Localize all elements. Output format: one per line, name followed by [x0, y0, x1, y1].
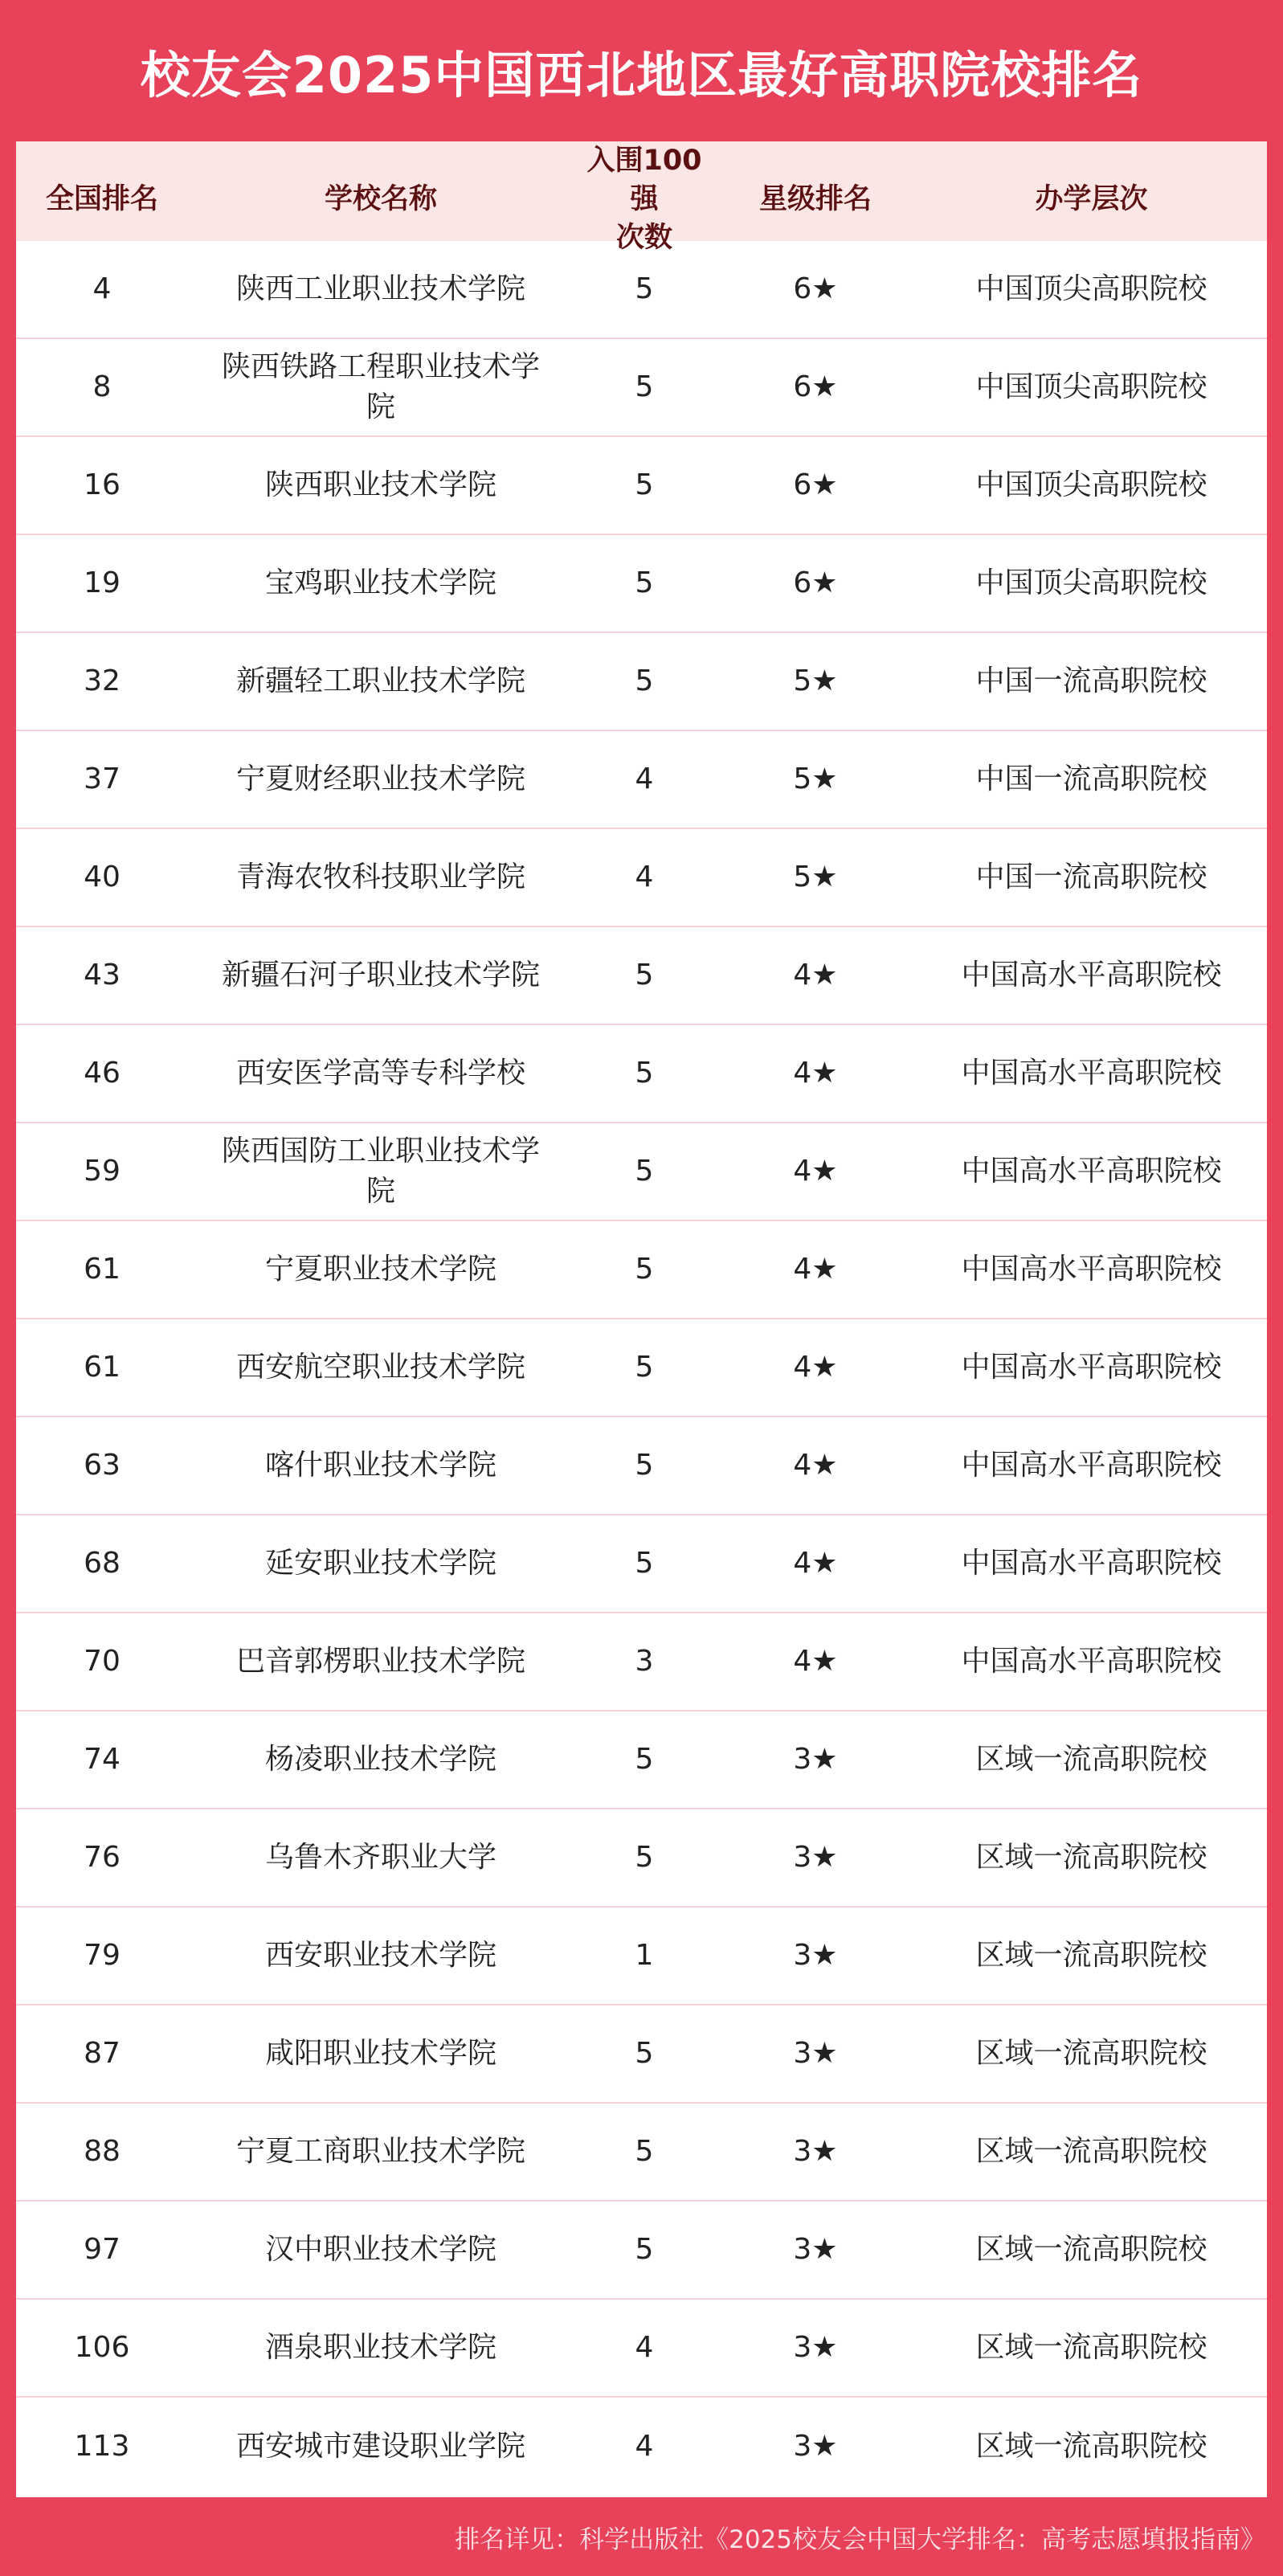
cell-top100-times: 4 — [635, 2430, 654, 2463]
cell-top100-times: 4 — [635, 861, 654, 893]
cell-top100-times: 5 — [635, 1449, 654, 1482]
cell-level: 区域一流高职院校 — [975, 1743, 1207, 1776]
cell-star: 6★ — [793, 272, 838, 305]
cell-level: 中国高水平高职院校 — [961, 1253, 1222, 1286]
cell-star: 4★ — [793, 1449, 838, 1482]
cell-top100-times: 1 — [635, 1939, 654, 1972]
cell-star: 3★ — [793, 1743, 838, 1776]
cell-top100-times: 5 — [635, 1057, 654, 1090]
cell-school: 汉中职业技术学院 — [264, 2233, 496, 2266]
cell-school: 宝鸡职业技术学院 — [264, 566, 496, 599]
cell-star: 4★ — [793, 1253, 838, 1286]
cell-rank: 74 — [84, 1743, 121, 1776]
cell-rank: 19 — [84, 566, 121, 599]
cell-level: 中国一流高职院校 — [975, 861, 1207, 893]
cell-level: 中国高水平高职院校 — [961, 959, 1222, 992]
page-title: 校友会2025中国西北地区最好高职院校排名 — [140, 45, 1143, 104]
cell-top100-times: 5 — [635, 2233, 654, 2266]
cell-top100-times: 3 — [635, 1645, 654, 1678]
header-star: 星级排名 — [758, 183, 872, 215]
cell-star: 4★ — [793, 1155, 838, 1188]
table-row — [16, 1515, 1267, 1613]
cell-level: 中国高水平高职院校 — [961, 1645, 1222, 1678]
table-row — [16, 1711, 1267, 1809]
cell-level: 中国顶尖高职院校 — [975, 370, 1207, 403]
table-body — [16, 241, 1267, 2496]
cell-level: 区域一流高职院校 — [975, 2233, 1207, 2266]
cell-school: 西安医学高等专科学校 — [235, 1057, 525, 1090]
table-row — [16, 1025, 1267, 1123]
cell-star: 3★ — [793, 1939, 838, 1972]
cell-top100-times: 5 — [635, 272, 654, 305]
cell-rank: 61 — [84, 1351, 121, 1384]
cell-school: 陕西工业职业技术学院 — [235, 272, 525, 305]
cell-level: 中国高水平高职院校 — [961, 1057, 1222, 1090]
cell-rank: 46 — [84, 1057, 121, 1090]
cell-school: 宁夏财经职业技术学院 — [235, 763, 525, 795]
table-row — [16, 2300, 1267, 2398]
cell-level: 区域一流高职院校 — [975, 2430, 1207, 2463]
cell-top100-times: 5 — [635, 468, 654, 501]
cell-rank: 8 — [92, 370, 112, 403]
cell-top100-times: 5 — [635, 959, 654, 992]
cell-school: 西安航空职业技术学院 — [235, 1351, 525, 1384]
table-row — [16, 1417, 1267, 1515]
table-row — [16, 1809, 1267, 1907]
cell-school: 西安职业技术学院 — [264, 1939, 496, 1972]
cell-level: 中国顶尖高职院校 — [975, 566, 1207, 599]
cell-star: 3★ — [793, 2037, 838, 2070]
cell-rank: 63 — [84, 1449, 121, 1482]
cell-top100-times: 5 — [635, 1547, 654, 1580]
cell-star: 3★ — [793, 1841, 838, 1874]
cell-top100-times: 5 — [635, 2135, 654, 2168]
cell-star: 5★ — [793, 763, 838, 795]
cell-rank: 79 — [84, 1939, 121, 1972]
cell-star: 4★ — [793, 1547, 838, 1580]
table-row — [16, 2398, 1267, 2496]
header-level: 办学层次 — [1035, 183, 1148, 215]
cell-school: 宁夏工商职业技术学院 — [235, 2135, 525, 2168]
cell-level: 中国高水平高职院校 — [961, 1449, 1222, 1482]
table-row — [16, 535, 1267, 633]
cell-rank: 88 — [84, 2135, 121, 2168]
cell-school: 宁夏职业技术学院 — [264, 1253, 496, 1286]
cell-school: 巴音郭楞职业技术学院 — [235, 1645, 525, 1678]
cell-star: 4★ — [793, 1351, 838, 1384]
cell-school: 喀什职业技术学院 — [264, 1449, 496, 1482]
cell-rank: 37 — [84, 763, 121, 795]
cell-star: 3★ — [793, 2331, 838, 2364]
cell-school: 乌鲁木齐职业大学 — [264, 1841, 496, 1874]
table-row — [16, 1613, 1267, 1711]
table-row — [16, 2202, 1267, 2300]
header-rank: 全国排名 — [45, 183, 158, 215]
cell-top100-times: 5 — [635, 370, 654, 403]
cell-top100-times: 5 — [635, 1155, 654, 1188]
cell-level: 区域一流高职院校 — [975, 2331, 1207, 2364]
table-header — [16, 141, 1267, 254]
cell-school: 延安职业技术学院 — [264, 1547, 496, 1580]
cell-level: 中国高水平高职院校 — [961, 1155, 1222, 1188]
cell-top100-times: 4 — [635, 2331, 654, 2364]
cell-rank: 113 — [74, 2430, 130, 2463]
cell-rank: 87 — [84, 2037, 121, 2070]
cell-level: 中国高水平高职院校 — [961, 1351, 1222, 1384]
cell-school: 酒泉职业技术学院 — [264, 2331, 496, 2364]
table-row — [16, 829, 1267, 927]
cell-rank: 97 — [84, 2233, 121, 2266]
cell-level: 区域一流高职院校 — [975, 1939, 1207, 1972]
table-row — [16, 731, 1267, 829]
ranking-table — [16, 141, 1267, 2497]
cell-level: 中国顶尖高职院校 — [975, 468, 1207, 501]
table-row — [16, 437, 1267, 535]
cell-school: 西安城市建设职业学院 — [235, 2430, 525, 2463]
cell-rank: 61 — [84, 1253, 121, 1286]
header-top100-line2: 次数 — [615, 222, 672, 254]
cell-star: 3★ — [793, 2233, 838, 2266]
cell-level: 中国一流高职院校 — [975, 763, 1207, 795]
cell-star: 3★ — [793, 2135, 838, 2168]
cell-top100-times: 5 — [635, 1841, 654, 1874]
cell-star: 5★ — [793, 861, 838, 893]
cell-school: 咸阳职业技术学院 — [264, 2037, 496, 2070]
cell-star: 6★ — [793, 468, 838, 501]
cell-star: 5★ — [793, 664, 838, 697]
cell-star: 4★ — [793, 1057, 838, 1090]
title-bar — [0, 0, 1283, 141]
cell-rank: 4 — [92, 272, 112, 305]
cell-school: 杨凌职业技术学院 — [264, 1743, 496, 1776]
cell-school: 陕西职业技术学院 — [264, 468, 496, 501]
cell-school: 新疆轻工职业技术学院 — [235, 664, 525, 697]
cell-level: 区域一流高职院校 — [975, 2037, 1207, 2070]
cell-level: 中国高水平高职院校 — [961, 1547, 1222, 1580]
cell-top100-times: 5 — [635, 664, 654, 697]
cell-rank: 76 — [84, 1841, 121, 1874]
table-row — [16, 1221, 1267, 1319]
cell-level: 中国顶尖高职院校 — [975, 272, 1207, 305]
cell-star: 6★ — [793, 566, 838, 599]
cell-rank: 70 — [84, 1645, 121, 1678]
cell-top100-times: 5 — [635, 2037, 654, 2070]
cell-rank: 43 — [84, 959, 121, 992]
cell-star: 3★ — [793, 2430, 838, 2463]
cell-rank: 106 — [74, 2331, 130, 2364]
cell-star: 6★ — [793, 370, 838, 403]
cell-school: 陕西铁路工程职业技术学院 — [221, 350, 540, 423]
table-row — [16, 2104, 1267, 2202]
cell-top100-times: 5 — [635, 1253, 654, 1286]
cell-level: 区域一流高职院校 — [975, 1841, 1207, 1874]
table-row — [16, 1319, 1267, 1417]
cell-rank: 40 — [84, 861, 121, 893]
cell-rank: 16 — [84, 468, 121, 501]
header-top100-line1: 入围100强 — [586, 145, 702, 215]
table-row — [16, 633, 1267, 731]
cell-school: 陕西国防工业职业技术学院 — [221, 1135, 540, 1208]
cell-star: 4★ — [793, 959, 838, 992]
table-row — [16, 1123, 1267, 1221]
cell-level: 区域一流高职院校 — [975, 2135, 1207, 2168]
cell-rank: 68 — [84, 1547, 121, 1580]
cell-top100-times: 5 — [635, 1351, 654, 1384]
table-row — [16, 2006, 1267, 2104]
footer-source: 排名详见：科学出版社《2025校友会中国大学排名：高考志愿填报指南》 — [455, 2525, 1265, 2554]
cell-top100-times: 5 — [635, 566, 654, 599]
cell-star: 4★ — [793, 1645, 838, 1678]
cell-rank: 32 — [84, 664, 121, 697]
table-row — [16, 339, 1267, 437]
cell-level: 中国一流高职院校 — [975, 664, 1207, 697]
header-top100-times — [574, 141, 715, 257]
cell-rank: 59 — [84, 1155, 121, 1188]
table-row — [16, 1907, 1267, 2006]
table-row — [16, 927, 1267, 1025]
cell-top100-times: 4 — [635, 763, 654, 795]
header-school: 学校名称 — [324, 183, 437, 215]
cell-school: 青海农牧科技职业学院 — [235, 861, 525, 893]
cell-school: 新疆石河子职业技术学院 — [221, 959, 540, 992]
cell-top100-times: 5 — [635, 1743, 654, 1776]
footer — [0, 2497, 1283, 2576]
